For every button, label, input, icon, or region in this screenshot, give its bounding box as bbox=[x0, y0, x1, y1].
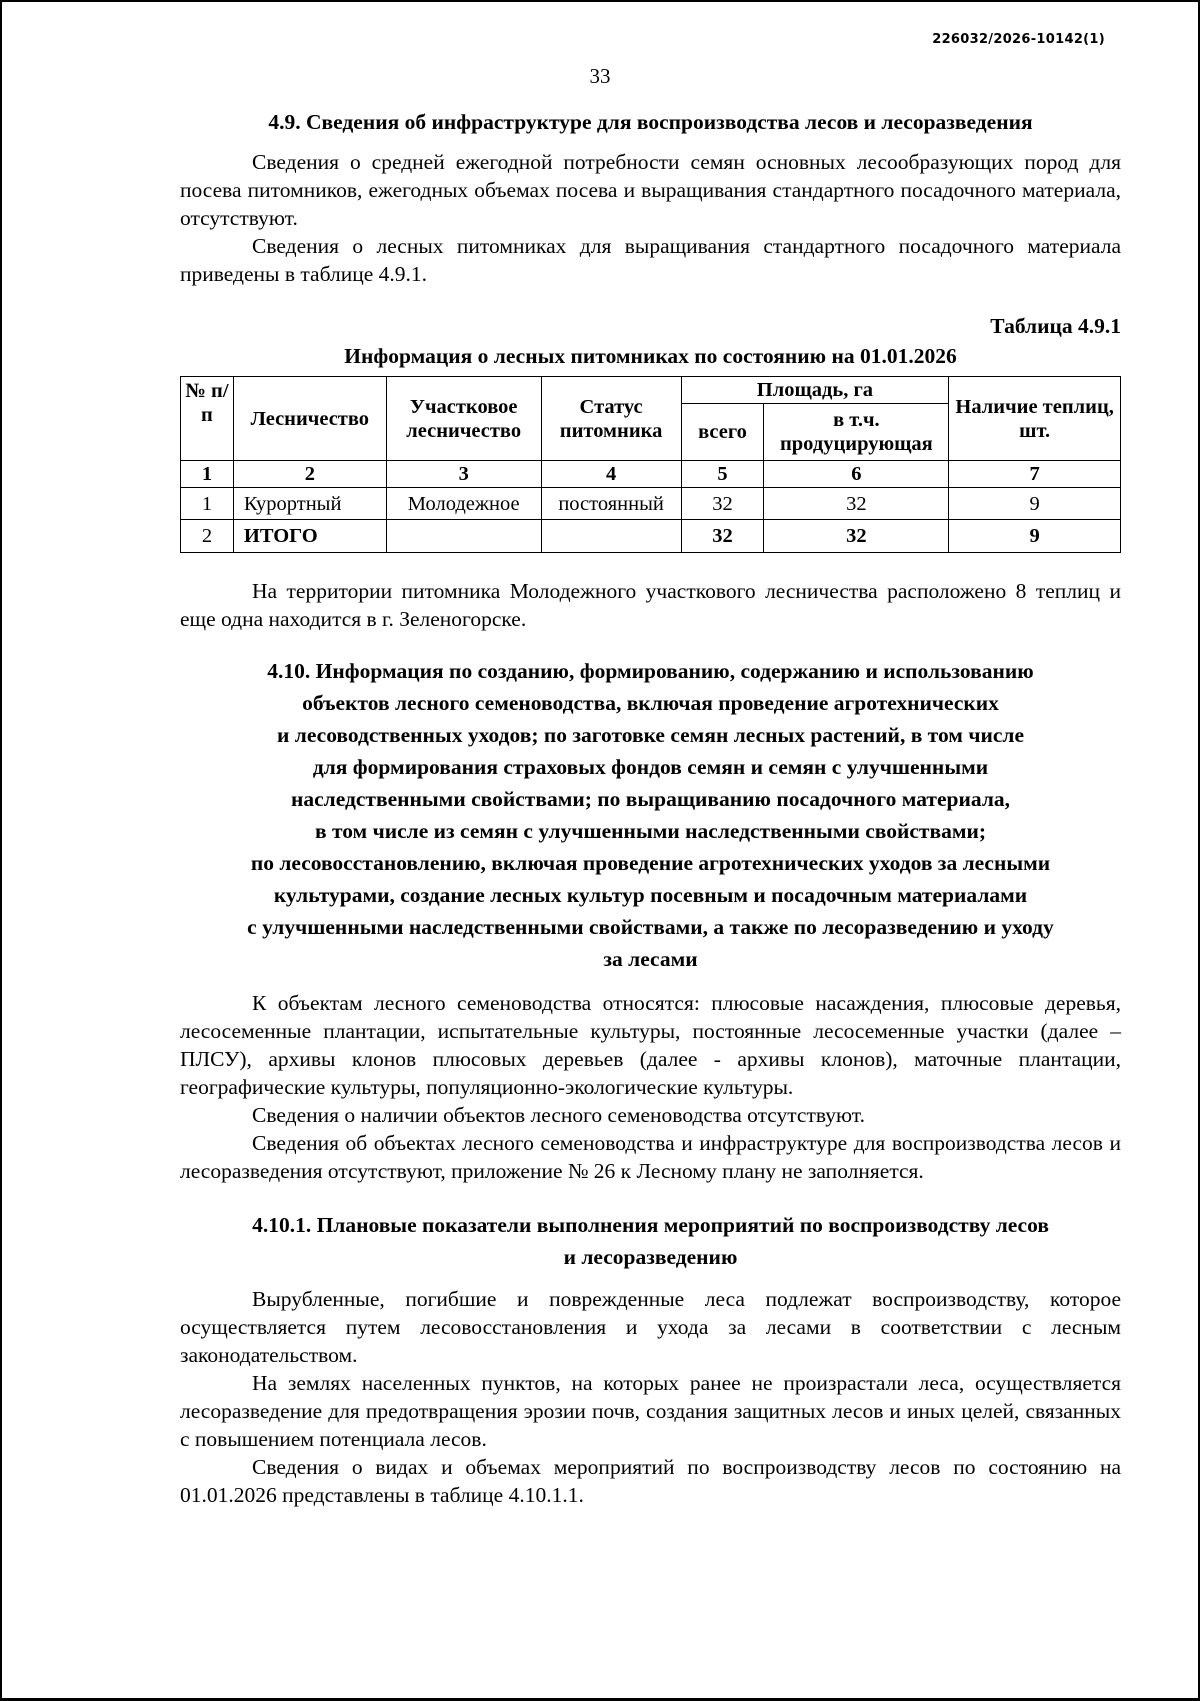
paragraph: Сведения о средней ежегодной потребности семян основных лесообразующих пород для посева питомников, ежегодных объемах посева и выращивания стандартного посадочного материала, отсутствуют. bbox=[180, 150, 1121, 230]
paragraph: Сведения о лесных питомниках для выращивания стандартного посадочного материала приведены в таблице 4.9.1. bbox=[180, 234, 1121, 286]
table-cell: 9 bbox=[949, 520, 1121, 553]
table-caption: Информация о лесных питомниках по состоянию на 01.01.2026 bbox=[344, 344, 957, 368]
col-number: 1 bbox=[181, 461, 234, 488]
section-heading-4-9: 4.9. Сведения об инфраструктуре для воспроизводства лесов и лесоразведения bbox=[268, 110, 1033, 134]
nursery-table bbox=[180, 376, 1121, 553]
page-number: 33 bbox=[589, 64, 611, 88]
heading-line: 4.10.1. Плановые показатели выполнения мероприятий по воспроизводству лесов bbox=[252, 1213, 1049, 1237]
col-header-status: Статус питомника bbox=[541, 377, 681, 461]
table-cell: 32 bbox=[681, 520, 764, 553]
section-heading-4-10-1 bbox=[180, 1209, 1121, 1273]
col-number: 4 bbox=[541, 461, 681, 488]
document-number: 226032/2026-10142(1) bbox=[932, 32, 1105, 47]
table-cell: 9 bbox=[949, 488, 1121, 520]
table-cell: Курортный bbox=[233, 488, 386, 520]
col-header-district: Участковое лесничество bbox=[386, 377, 541, 461]
col-header-area: Площадь, га bbox=[681, 377, 949, 404]
heading-line: объектов лесного семеноводства, включая проведение агротехнических bbox=[302, 691, 999, 715]
col-header-forestry: Лесничество bbox=[233, 377, 386, 461]
table-total-row bbox=[181, 520, 1121, 553]
col-number: 7 bbox=[949, 461, 1121, 488]
heading-line: наследственными свойствами; по выращиванию посадочного материала, bbox=[290, 787, 1011, 811]
page-content bbox=[180, 108, 1121, 1509]
heading-line: 4.10. Информация по созданию, формированию, содержанию и использованию bbox=[267, 659, 1034, 683]
col-header-area-productive: в т.ч. продуцирующая bbox=[764, 404, 949, 461]
paragraph: Сведения о наличии объектов лесного семеноводства отсутствуют. bbox=[252, 1103, 865, 1127]
paragraph: Сведения об объектах лесного семеноводства и инфраструктуре для воспроизводства лесов и лесоразведения отсутствуют, приложение № 26 к Лесному плану не заполняется. bbox=[180, 1131, 1121, 1183]
paragraph: На землях населенных пунктов, на которых ранее не произрастали леса, осуществляется лесоразведение для предотвращения эрозии почв, создания защитных лесов и иных целей, связанных с повышением потенциала лесов. bbox=[180, 1371, 1121, 1451]
heading-line: для формирования страховых фондов семян и семян с улучшенными bbox=[312, 755, 989, 779]
table-cell: постоянный bbox=[541, 488, 681, 520]
table-cell bbox=[541, 520, 681, 553]
table-cell: 32 bbox=[681, 488, 764, 520]
table-cell bbox=[386, 520, 541, 553]
paragraph: На территории питомника Молодежного участкового лесничества расположено 8 теплиц и еще одна находится в г. Зеленогорске. bbox=[180, 579, 1121, 631]
col-number: 2 bbox=[233, 461, 386, 488]
table-label: Таблица 4.9.1 bbox=[990, 314, 1121, 338]
table-cell: 32 bbox=[764, 488, 949, 520]
table-cell: Молодежное bbox=[386, 488, 541, 520]
heading-line: с улучшенными наследственными свойствами, а также по лесоразведению и уходу bbox=[247, 915, 1054, 939]
col-number: 6 bbox=[764, 461, 949, 488]
table-cell: 1 bbox=[181, 488, 234, 520]
paragraph: Вырубленные, погибшие и поврежденные леса подлежат воспроизводству, которое осуществляется путем лесовосстановления и ухода за лесами в соответствии с лесным законодательством. bbox=[180, 1287, 1121, 1367]
heading-line: культурами, создание лесных культур посевным и посадочным материалами bbox=[273, 883, 1028, 907]
table-row bbox=[181, 488, 1121, 520]
col-header-greenhouses: Наличие теплиц, шт. bbox=[949, 377, 1121, 461]
table-cell: 2 bbox=[181, 520, 234, 553]
section-heading-4-10 bbox=[180, 655, 1121, 975]
column-number-row bbox=[181, 461, 1121, 488]
paragraph: К объектам лесного семеноводства относятся: плюсовые насаждения, плюсовые деревья, лесосеменные плантации, испытательные культуры, постоянные лесосеменные участки (далее – ПЛСУ), архивы клонов плюсовых деревьев (далее - архивы клонов), маточные плантации, географические культуры, популяционно-экологические культуры. bbox=[180, 991, 1121, 1099]
heading-line: и лесоразведению bbox=[563, 1245, 738, 1269]
col-header-num: № п/п bbox=[181, 377, 234, 461]
col-header-area-total: всего bbox=[681, 404, 764, 461]
heading-line: за лесами bbox=[603, 947, 698, 971]
table-cell: 32 bbox=[764, 520, 949, 553]
heading-line: и лесоводственных уходов; по заготовке семян лесных растений, в том числе bbox=[277, 723, 1024, 747]
section-4-10-1-body bbox=[180, 1285, 1121, 1509]
paragraph: Сведения о видах и объемах мероприятий по воспроизводству лесов по состоянию на 01.01.2026 представлены в таблице 4.10.1.1. bbox=[180, 1455, 1121, 1507]
table-cell: ИТОГО bbox=[233, 520, 386, 553]
table-header-row bbox=[181, 377, 1121, 404]
col-number: 5 bbox=[681, 461, 764, 488]
heading-line: в том числе из семян с улучшенными наследственными свойствами; bbox=[314, 819, 987, 843]
heading-line: по лесовосстановлению, включая проведение агротехнических уходов за лесными bbox=[250, 851, 1051, 875]
col-number: 3 bbox=[386, 461, 541, 488]
section-4-10-body bbox=[180, 989, 1121, 1185]
